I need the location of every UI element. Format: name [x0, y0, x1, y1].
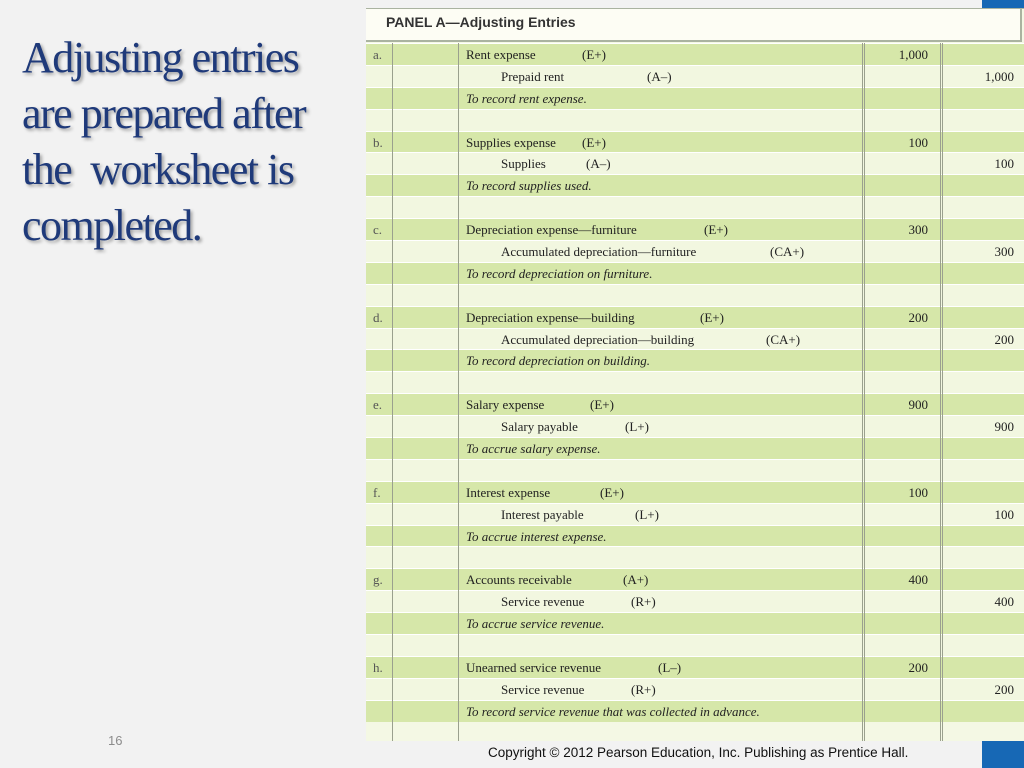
- credit-amount: 200: [994, 681, 1014, 697]
- credit-account: Service revenue: [501, 681, 585, 697]
- table-row: [366, 262, 1024, 284]
- slide-title-line: the worksheet is: [22, 145, 294, 194]
- table-row: [366, 634, 1024, 656]
- table-row: [366, 503, 1024, 525]
- entry-explanation: To record service revenue that was collected in advance.: [466, 703, 760, 719]
- entry-letter: e.: [373, 397, 383, 413]
- credit-account: Service revenue: [501, 594, 585, 610]
- debit-account-code: (E+): [704, 222, 728, 238]
- table-row: [366, 65, 1024, 87]
- entry-explanation: To accrue interest expense.: [466, 528, 607, 544]
- debit-account: Supplies expense: [466, 134, 556, 150]
- entry-letter: f.: [373, 484, 381, 500]
- table-row: [366, 568, 1024, 590]
- slide-number: 16: [108, 733, 123, 748]
- debit-account-code: (E+): [600, 484, 624, 500]
- slide-title: [22, 30, 362, 254]
- debit-amount: 200: [908, 309, 928, 325]
- journal-table: [366, 43, 1024, 722]
- column-divider: [392, 43, 393, 741]
- credit-amount: 200: [994, 331, 1014, 347]
- credit-account-code: (R+): [631, 594, 656, 610]
- debit-amount: 1,000: [898, 47, 928, 62]
- debit-account: Rent expense: [466, 47, 536, 62]
- table-row: [366, 328, 1024, 350]
- credit-account-code: (L+): [635, 506, 659, 522]
- adjusting-entries-panel: [366, 8, 1024, 741]
- credit-account: Interest payable: [501, 506, 584, 522]
- credit-account: Supplies: [501, 156, 546, 172]
- credit-account-code: (CA+): [770, 244, 805, 260]
- debit-account: Salary expense: [466, 397, 545, 413]
- table-row: [366, 525, 1024, 547]
- accent-bar-bottom: [982, 740, 1024, 768]
- credit-account-code: (CA+): [766, 331, 801, 347]
- credit-amount: 400: [994, 594, 1014, 610]
- credit-account: Prepaid rent: [501, 68, 565, 84]
- debit-account: Accounts receivable: [466, 572, 572, 588]
- table-row: [366, 678, 1024, 700]
- debit-account-code: (E+): [582, 134, 606, 150]
- table-row: [366, 284, 1024, 306]
- entry-letter: g.: [373, 572, 383, 588]
- credit-account-code: (R+): [631, 681, 656, 697]
- credit-account: Accumulated depreciation—building: [501, 331, 695, 347]
- table-row: [366, 43, 1024, 65]
- table-row: [366, 87, 1024, 109]
- credit-account-code: (L+): [625, 419, 649, 435]
- column-divider: [862, 43, 865, 741]
- entry-explanation: To record depreciation on building.: [466, 353, 651, 369]
- entry-letter: h.: [373, 659, 383, 675]
- panel-header: [366, 9, 1022, 42]
- credit-amount: 100: [994, 156, 1014, 172]
- debit-account-code: (E+): [700, 309, 724, 325]
- credit-amount: 1,000: [984, 68, 1014, 84]
- table-row: [366, 306, 1024, 328]
- copyright-notice: Copyright © 2012 Pearson Education, Inc. Publishing as Prentice Hall.: [488, 745, 909, 760]
- entry-explanation: To record supplies used.: [466, 178, 592, 194]
- credit-account-code: (A–): [647, 68, 672, 84]
- credit-account: Accumulated depreciation—furniture: [501, 244, 697, 260]
- column-divider: [458, 43, 459, 741]
- debit-amount: 400: [908, 572, 928, 588]
- table-row: [366, 481, 1024, 503]
- slide-title-line: Adjusting entries: [22, 33, 299, 82]
- panel-title: PANEL A—Adjusting Entries: [386, 14, 576, 30]
- table-row: [366, 349, 1024, 371]
- table-row: [366, 590, 1024, 612]
- column-divider: [940, 43, 943, 741]
- credit-amount: 900: [994, 419, 1014, 435]
- entry-letter: d.: [373, 309, 383, 325]
- table-row: [366, 437, 1024, 459]
- debit-account-code: (E+): [590, 397, 614, 413]
- debit-account: Interest expense: [466, 484, 551, 500]
- table-row: [366, 371, 1024, 393]
- table-row: [366, 459, 1024, 481]
- debit-account: Depreciation expense—furniture: [466, 222, 637, 238]
- debit-amount: 900: [908, 397, 928, 413]
- entry-letter: b.: [373, 134, 383, 150]
- table-row: [366, 415, 1024, 437]
- credit-account-code: (A–): [586, 156, 611, 172]
- entry-letter: a.: [373, 47, 383, 62]
- debit-account: Depreciation expense—building: [466, 309, 635, 325]
- debit-account-code: (L–): [658, 659, 682, 675]
- table-row: [366, 240, 1024, 262]
- slide-title-line: are prepared after: [22, 89, 306, 138]
- table-row: [366, 700, 1024, 722]
- table-row: [366, 218, 1024, 240]
- table-row: [366, 546, 1024, 568]
- table-row: [366, 196, 1024, 218]
- entry-explanation: To accrue salary expense.: [466, 441, 601, 457]
- credit-amount: 300: [994, 244, 1014, 260]
- entry-letter: c.: [373, 222, 383, 238]
- debit-amount: 200: [908, 659, 928, 675]
- entry-explanation: To record rent expense.: [466, 90, 587, 106]
- table-row: [366, 612, 1024, 634]
- credit-amount: 100: [994, 506, 1014, 522]
- debit-amount: 300: [908, 222, 928, 238]
- table-row: [366, 131, 1024, 153]
- table-row: [366, 656, 1024, 678]
- table-row: [366, 152, 1024, 174]
- debit-amount: 100: [908, 484, 928, 500]
- entry-explanation: To record depreciation on furniture.: [466, 265, 653, 281]
- entry-explanation: To accrue service revenue.: [466, 616, 605, 632]
- table-row: [366, 174, 1024, 196]
- table-row: [366, 109, 1024, 131]
- debit-amount: 100: [908, 134, 928, 150]
- debit-account: Unearned service revenue: [466, 659, 601, 675]
- table-row: [366, 393, 1024, 415]
- debit-account-code: (E+): [582, 47, 606, 62]
- slide-title-line: completed.: [22, 201, 202, 250]
- debit-account-code: (A+): [623, 572, 649, 588]
- credit-account: Salary payable: [501, 419, 578, 435]
